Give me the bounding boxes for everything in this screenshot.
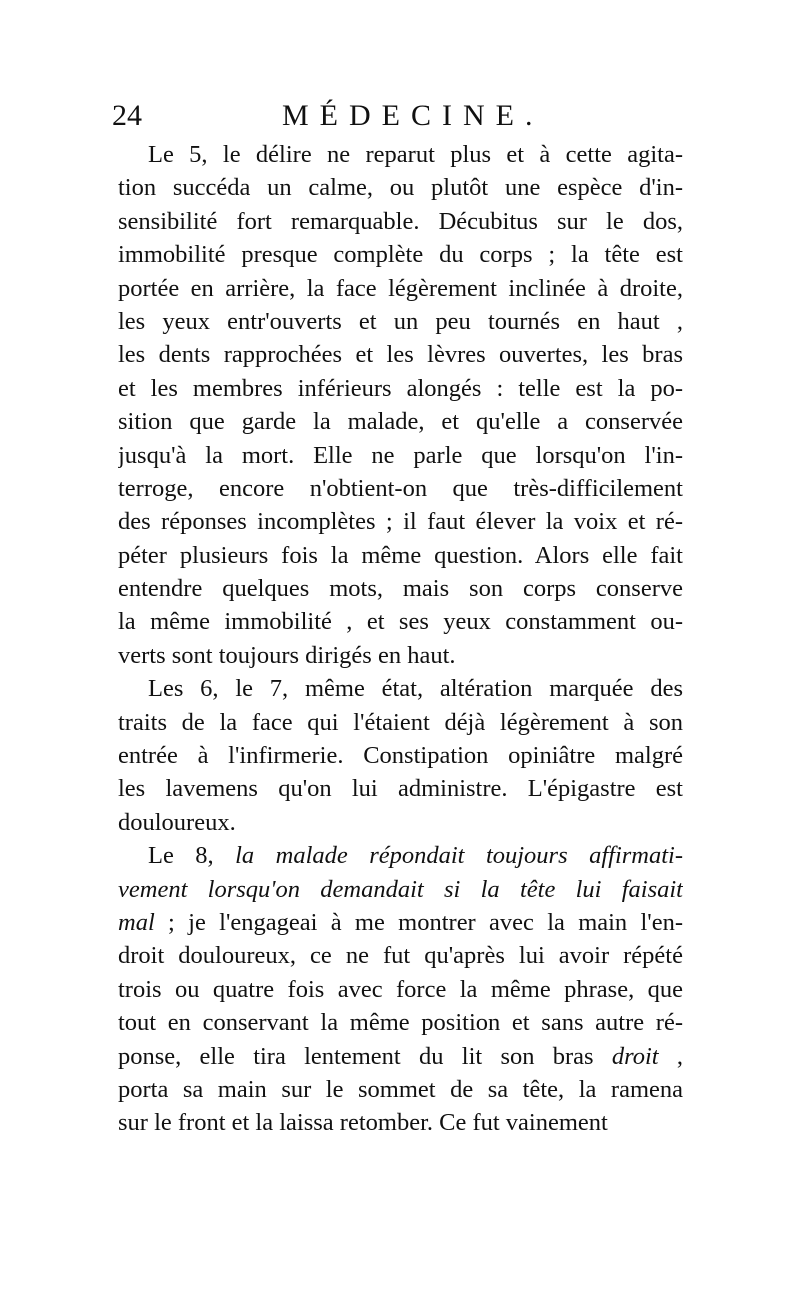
italic-text: mal xyxy=(118,908,155,936)
text-run: des réponses incomplètes ; il faut élever la voix et ré- xyxy=(118,508,683,536)
text-run: porta sa main sur le sommet de sa tête, la ramena xyxy=(118,1075,683,1103)
text-line xyxy=(118,572,683,605)
text-run: terroge, encore n'obtient-on que très-difficilement xyxy=(118,474,683,502)
italic-text: vement lorsqu'on demandait si la tête lui faisait xyxy=(118,875,683,903)
text-line xyxy=(118,839,683,872)
text-run: tion succéda un calme, ou plutôt une espèce d'in- xyxy=(118,174,683,202)
text-run: trois ou quatre fois avec force la même phrase, que xyxy=(118,975,683,1003)
italic-text: la malade répondait toujours affirmati- xyxy=(235,842,683,870)
text-run: tout en conservant la même position et sans autre ré- xyxy=(118,1009,683,1037)
text-run: douloureux. xyxy=(118,808,236,836)
text-run: et les membres inférieurs alongés : telle est la po- xyxy=(118,374,683,402)
text-run: Le 8, xyxy=(148,842,236,870)
text-line xyxy=(118,639,683,672)
text-run: immobilité presque complète du corps ; la tête est xyxy=(118,241,683,269)
text-run: verts sont toujours dirigés en haut. xyxy=(118,641,456,669)
text-line xyxy=(118,272,683,305)
text-line xyxy=(118,205,683,238)
text-run: jusqu'à la mort. Elle ne parle que lorsqu'on l'in- xyxy=(118,441,683,469)
text-line xyxy=(118,171,683,204)
paragraph xyxy=(118,672,683,839)
text-run: droit douloureux, ce ne fut qu'après lui avoir répété xyxy=(118,942,683,970)
text-line xyxy=(118,672,683,705)
text-line xyxy=(118,539,683,572)
text-line xyxy=(118,405,683,438)
text-line xyxy=(118,238,683,271)
text-line xyxy=(118,706,683,739)
text-run: portée en arrière, la face légèrement inclinée à droite, xyxy=(118,274,683,302)
text-line xyxy=(118,505,683,538)
text-line xyxy=(118,973,683,1006)
text-run: traits de la face qui l'étaient déjà légèrement à son xyxy=(118,708,683,736)
body-text xyxy=(118,138,683,1140)
text-run: les lavemens qu'on lui administre. L'épigastre est xyxy=(118,775,683,803)
text-line xyxy=(118,1073,683,1106)
text-line xyxy=(118,806,683,839)
text-run: sur le front et la laissa retomber. Ce fut vainement xyxy=(118,1109,608,1137)
text-run: Le 5, le délire ne reparut plus et à cette agita- xyxy=(148,141,683,168)
text-line xyxy=(118,939,683,972)
text-line xyxy=(118,338,683,371)
text-run: les dents rapprochées et les lèvres ouvertes, les bras xyxy=(118,341,683,369)
text-run: la même immobilité , et ses yeux constamment ou- xyxy=(118,608,683,636)
text-line xyxy=(118,772,683,805)
text-run: entrée à l'infirmerie. Constipation opiniâtre malgré xyxy=(118,742,683,770)
page-number: 24 xyxy=(112,99,142,132)
text-line xyxy=(118,1006,683,1039)
page-header xyxy=(112,96,712,136)
text-run: ; je l'engageai à me montrer avec la main l'en- xyxy=(154,908,683,936)
running-head: MÉDECINE. xyxy=(282,99,544,132)
text-run: sensibilité fort remarquable. Décubitus sur le dos, xyxy=(118,207,683,235)
paragraph xyxy=(118,839,683,1140)
text-line xyxy=(118,372,683,405)
text-run: les yeux entr'ouverts et un peu tournés en haut , xyxy=(118,307,683,335)
text-line xyxy=(118,439,683,472)
text-run: , xyxy=(658,1042,683,1070)
text-line xyxy=(118,739,683,772)
text-line xyxy=(118,305,683,338)
text-run: péter plusieurs fois la même question. Alors elle fait xyxy=(118,541,683,569)
text-line xyxy=(118,138,683,171)
text-line xyxy=(118,472,683,505)
text-line xyxy=(118,873,683,906)
text-run: sition que garde la malade, et qu'elle a conservée xyxy=(118,408,683,436)
italic-text: droit xyxy=(611,1042,659,1070)
text-line xyxy=(118,1106,683,1139)
text-line xyxy=(118,906,683,939)
text-run: Les 6, le 7, même état, altération marquée des xyxy=(148,675,683,703)
text-line xyxy=(118,605,683,638)
text-line xyxy=(118,1040,683,1073)
text-run: ponse, elle tira lentement du lit son bras xyxy=(118,1042,612,1070)
paragraph xyxy=(118,138,683,672)
text-run: entendre quelques mots, mais son corps conserve xyxy=(118,575,683,603)
